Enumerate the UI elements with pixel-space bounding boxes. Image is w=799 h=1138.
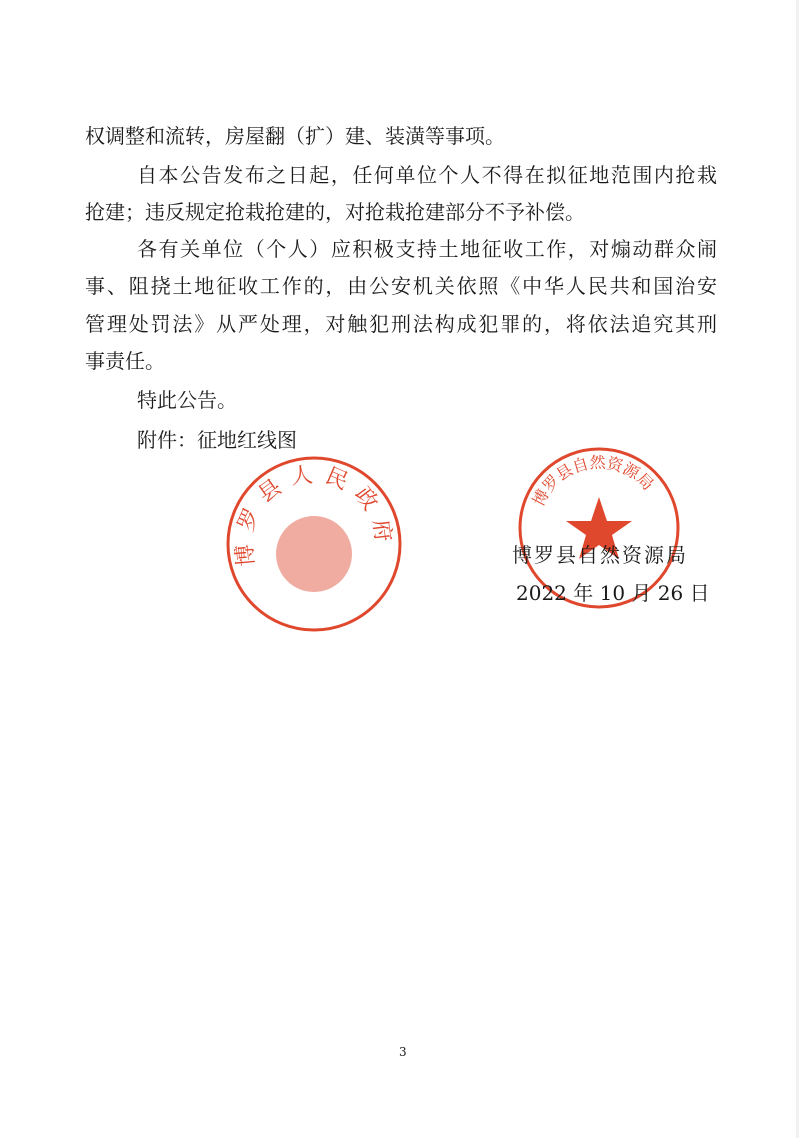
signature-org: 博罗县自然资源局 xyxy=(512,543,688,567)
paragraph-line: 事责任。 xyxy=(85,349,165,373)
svg-text:博罗县自然资源局 xyxy=(529,453,658,509)
paragraph-line: 各有关单位（个人）应积极支持土地征收工作，对煽动群众闹 xyxy=(137,237,717,261)
attachment-line: 附件：征地红线图 xyxy=(137,428,297,452)
paragraph-line: 权调整和流转，房屋翻（扩）建、装潢等事项。 xyxy=(85,124,505,148)
paragraph-line: 管理处罚法》从严处理，对触犯刑法构成犯罪的，将依法追究其刑 xyxy=(85,312,717,336)
paragraph-line: 事、阻挠土地征收工作的，由公安机关依照《中华人民共和国治安 xyxy=(85,274,717,298)
seal-text: 博罗县人民政府 xyxy=(231,461,397,568)
page-number: 3 xyxy=(399,1045,407,1059)
closing-line: 特此公告。 xyxy=(137,388,237,412)
paragraph-line: 抢建；违反规定抢栽抢建的，对抢栽抢建部分不予补偿。 xyxy=(85,200,585,224)
seal-text: 博罗县自然资源局 xyxy=(528,452,658,510)
national-emblem-icon xyxy=(276,516,352,592)
signature-date: 2022 年 10 月 26 日 xyxy=(516,581,710,605)
paragraph-line: 自本公告发布之日起，任何单位个人不得在拟征地范围内抢栽 xyxy=(137,163,717,187)
government-seal xyxy=(222,452,406,636)
